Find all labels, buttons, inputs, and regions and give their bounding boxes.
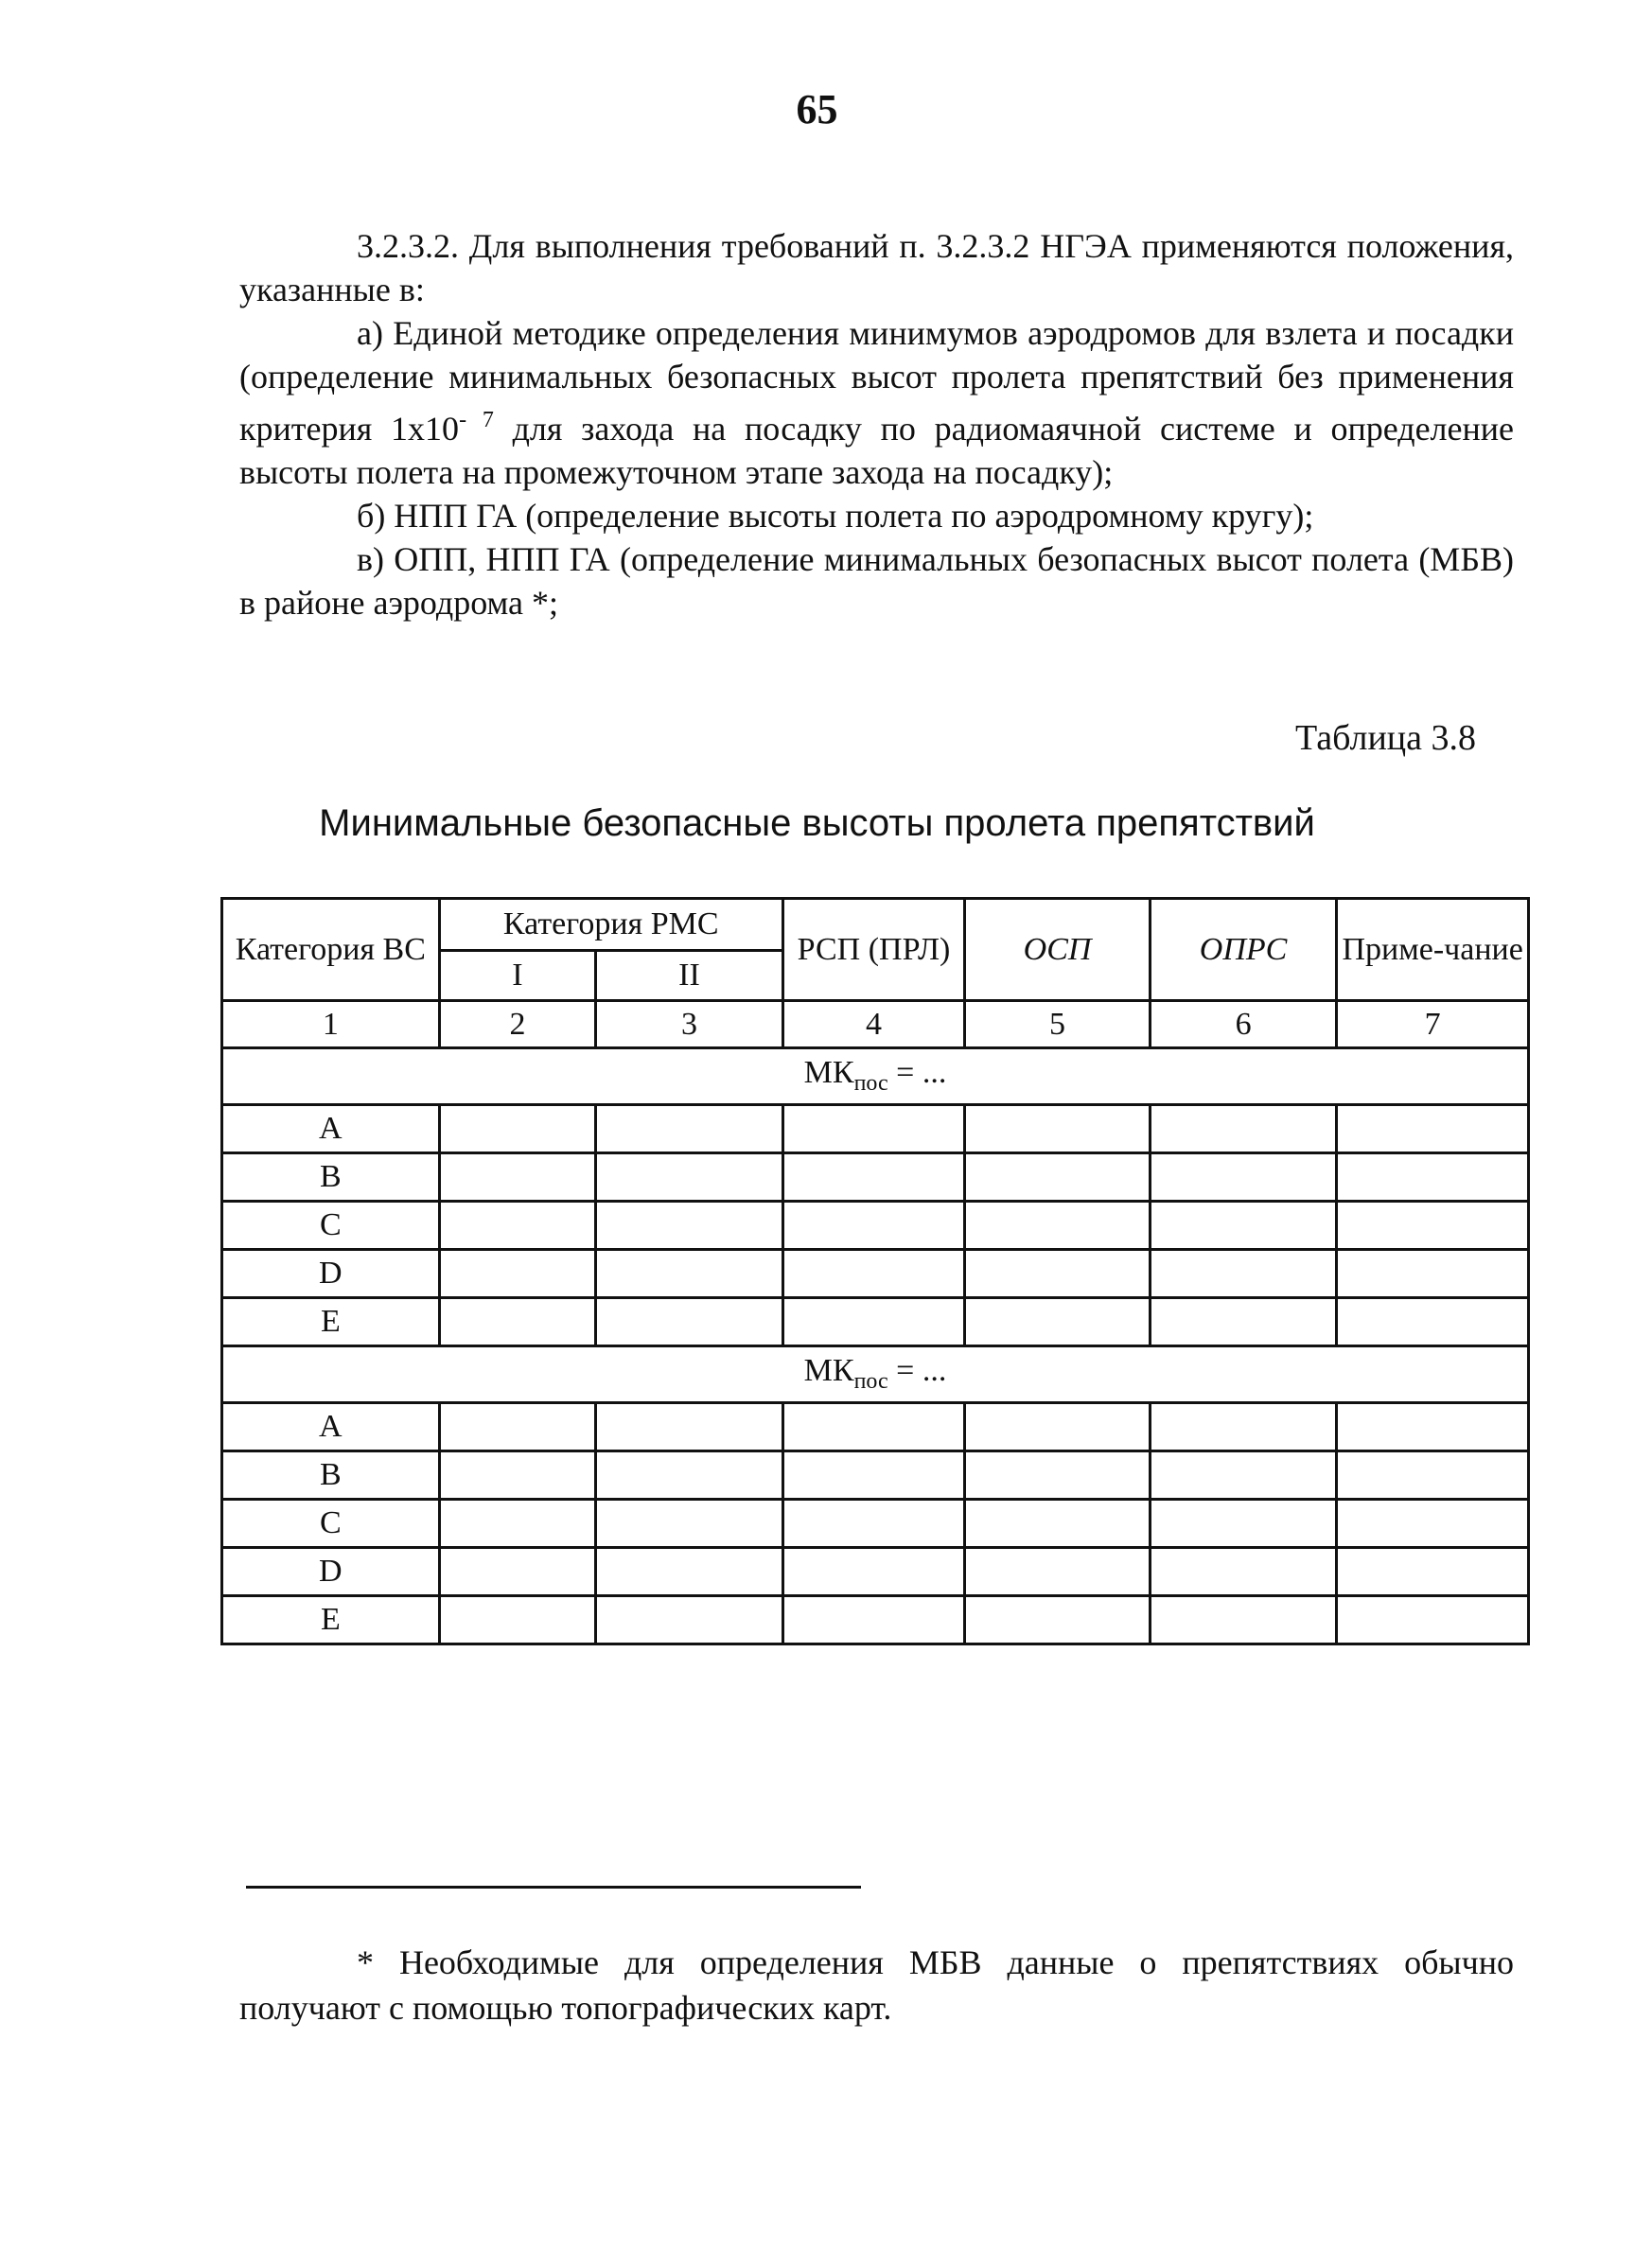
paragraph-3-2-3-2: 3.2.3.2. Для выполнения требований п. 3.2.3.2 НГЭА применяются положения, указанные в: (239, 227, 1514, 308)
empty-cell (439, 1153, 596, 1202)
table-row (222, 1451, 1529, 1500)
empty-cell (1150, 1596, 1337, 1644)
empty-cell (439, 1202, 596, 1250)
aircraft-category-cell: D (222, 1548, 440, 1596)
empty-cell (1150, 1105, 1337, 1153)
header-note: Приме-чание (1337, 899, 1529, 1001)
aircraft-category-cell: E (222, 1596, 440, 1644)
column-number-cell: 3 (596, 1001, 783, 1048)
empty-cell (1150, 1153, 1337, 1202)
table-row (222, 1403, 1529, 1451)
empty-cell (965, 1153, 1150, 1202)
empty-cell (965, 1596, 1150, 1644)
empty-cell (596, 1596, 783, 1644)
empty-cell (1337, 1451, 1529, 1500)
empty-cell (1337, 1202, 1529, 1250)
empty-cell (596, 1250, 783, 1298)
empty-cell (1150, 1298, 1337, 1346)
column-number-cell: 7 (1337, 1001, 1529, 1048)
column-number-cell: 6 (1150, 1001, 1337, 1048)
header-osp: ОСП (965, 899, 1150, 1001)
empty-cell (782, 1298, 965, 1346)
group-label (222, 1346, 1529, 1403)
empty-cell (782, 1500, 965, 1548)
empty-cell (439, 1451, 596, 1500)
paragraph-v: в) ОПП, НПП ГА (определение минимальных безопасных высот полета (МБВ) в районе аэродрома *; (239, 540, 1514, 622)
empty-cell (965, 1548, 1150, 1596)
aircraft-category-cell: B (222, 1153, 440, 1202)
empty-cell (782, 1105, 965, 1153)
empty-cell (782, 1548, 965, 1596)
header-rms-i: I (439, 951, 596, 1001)
paragraph-a-text: а) Единой методике определения минимумов аэродромов для взлета и посадки (определение минимальных безопасных высот пролета препятствий без применения критерия 1х10 (239, 314, 1514, 448)
empty-cell (439, 1596, 596, 1644)
empty-cell (596, 1153, 783, 1202)
paragraph-a (239, 311, 1514, 494)
header-rsp: РСП (ПРЛ) (782, 899, 965, 1001)
aircraft-category-cell: A (222, 1403, 440, 1451)
aircraft-category-cell: A (222, 1105, 440, 1153)
table-row (222, 1596, 1529, 1644)
table-row (222, 1202, 1529, 1250)
empty-cell (439, 1105, 596, 1153)
empty-cell (965, 1298, 1150, 1346)
group-label-tail: = ... (887, 1055, 947, 1091)
empty-cell (439, 1403, 596, 1451)
paragraph-a-tail: для захода на посадку по радиомаячной системе и определение высоты полета на промежуточном этапе захода на посадку); (239, 410, 1515, 491)
empty-cell (596, 1451, 783, 1500)
empty-cell (596, 1202, 783, 1250)
empty-cell (1150, 1250, 1337, 1298)
table-row (222, 1153, 1529, 1202)
empty-cell (1337, 1153, 1529, 1202)
empty-cell (596, 1298, 783, 1346)
page-number: 65 (796, 86, 838, 132)
empty-cell (1337, 1596, 1529, 1644)
empty-cell (1150, 1548, 1337, 1596)
paragraph-b: б) НПП ГА (определение высоты полета по аэродромному кругу); (357, 497, 1314, 535)
empty-cell (596, 1105, 783, 1153)
empty-cell (439, 1500, 596, 1548)
empty-cell (965, 1451, 1150, 1500)
empty-cell (782, 1202, 965, 1250)
empty-cell (1150, 1500, 1337, 1548)
empty-cell (439, 1250, 596, 1298)
empty-cell (1337, 1250, 1529, 1298)
empty-cell (782, 1403, 965, 1451)
group-row (222, 1048, 1529, 1105)
table-row (222, 1298, 1529, 1346)
empty-cell (1337, 1403, 1529, 1451)
body-text (239, 224, 1514, 624)
table-row (222, 1500, 1529, 1548)
empty-cell (965, 1202, 1150, 1250)
column-number-row (222, 1001, 1529, 1048)
group-label-subscript: пос (853, 1071, 888, 1097)
empty-cell (965, 1500, 1150, 1548)
empty-cell (596, 1403, 783, 1451)
table-title: Минимальные безопасные высоты пролета препятствий (319, 802, 1315, 844)
aircraft-category-cell: D (222, 1250, 440, 1298)
empty-cell (1150, 1451, 1337, 1500)
empty-cell (965, 1250, 1150, 1298)
aircraft-category-cell: C (222, 1500, 440, 1548)
header-oprs: ОПРС (1150, 899, 1337, 1001)
empty-cell (439, 1298, 596, 1346)
table-row (222, 1548, 1529, 1596)
table-row (222, 1250, 1529, 1298)
table-label: Таблица 3.8 (1294, 718, 1476, 758)
table-row (222, 1105, 1529, 1153)
empty-cell (782, 1250, 965, 1298)
minimum-heights-table (220, 897, 1530, 1645)
group-label-tail: = ... (887, 1353, 947, 1389)
aircraft-category-cell: B (222, 1451, 440, 1500)
header-rms-category: Категория РМС (439, 899, 782, 951)
exponent: - 7 (459, 408, 494, 432)
group-label-main: МК (803, 1353, 854, 1389)
group-row (222, 1346, 1529, 1403)
empty-cell (1150, 1202, 1337, 1250)
column-number-cell: 1 (222, 1001, 440, 1048)
aircraft-category-cell: C (222, 1202, 440, 1250)
header-aircraft-category: Категория ВС (222, 899, 440, 1001)
column-number-cell: 2 (439, 1001, 596, 1048)
empty-cell (1150, 1403, 1337, 1451)
empty-cell (1337, 1298, 1529, 1346)
group-label-main: МК (803, 1055, 854, 1091)
empty-cell (1337, 1548, 1529, 1596)
empty-cell (1337, 1105, 1529, 1153)
footnote-divider (246, 1886, 861, 1889)
group-label (222, 1048, 1529, 1105)
empty-cell (965, 1105, 1150, 1153)
empty-cell (782, 1451, 965, 1500)
empty-cell (596, 1500, 783, 1548)
empty-cell (782, 1596, 965, 1644)
empty-cell (965, 1403, 1150, 1451)
footnote: * Необходимые для определения МБВ данные о препятствиях обычно получают с помощью топографических карт. (239, 1943, 1514, 2027)
column-number-cell: 5 (965, 1001, 1150, 1048)
empty-cell (439, 1548, 596, 1596)
aircraft-category-cell: E (222, 1298, 440, 1346)
empty-cell (782, 1153, 965, 1202)
header-rms-ii: II (596, 951, 783, 1001)
column-number-cell: 4 (782, 1001, 965, 1048)
group-label-subscript: пос (853, 1369, 888, 1395)
empty-cell (596, 1548, 783, 1596)
empty-cell (1337, 1500, 1529, 1548)
